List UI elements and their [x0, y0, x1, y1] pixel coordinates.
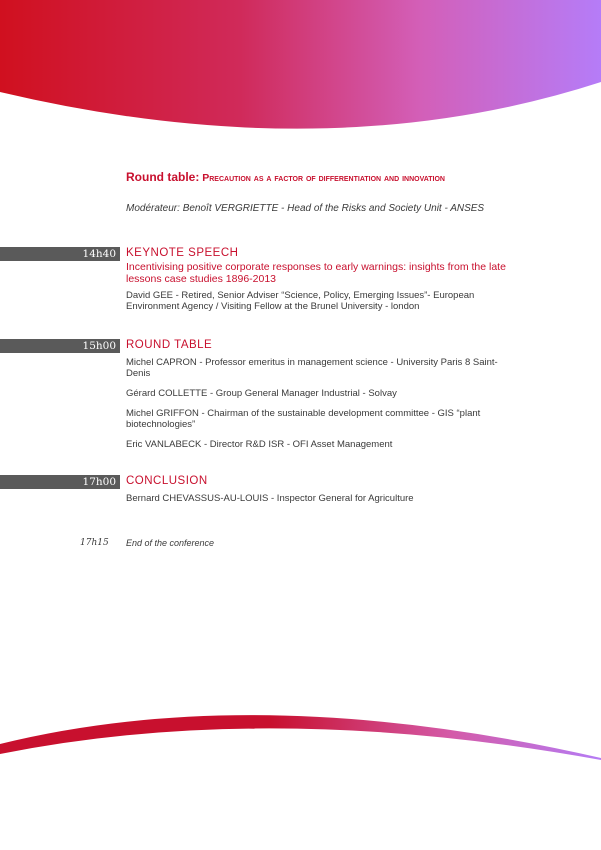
moderator-line: Modérateur: Benoît VERGRIETTE - Head of the Risks and Society Unit - ANSES [126, 203, 485, 214]
round-table-speaker: Michel GRIFFON - Chairman of the sustainable development committee - GIS “plant biotechnologies” [126, 408, 481, 430]
round-table-speaker: Michel CAPRON - Professor emeritus in management science - University Paris 8 Saint-Denis [126, 357, 498, 379]
conclusion-heading: CONCLUSION [126, 475, 208, 487]
keynote-heading: KEYNOTE SPEECH [126, 247, 239, 259]
keynote-subtitle: Incentivising positive corporate responses to early warnings: insights from the late lessons case studies 1896-2013 [126, 261, 506, 285]
round-table-heading: ROUND TABLE [126, 339, 213, 351]
time-marker-conclusion: 17h00 [0, 475, 120, 489]
agenda-item-keynote [126, 247, 506, 312]
session-title [126, 172, 526, 184]
footer-gradient-swoosh [0, 700, 601, 770]
end-time: 17h15 [80, 538, 109, 548]
conclusion-speaker: Bernard CHEVASSUS-AU-LOUIS - Inspector General for Agriculture [126, 493, 414, 504]
round-table-speaker: Gérard COLLETTE - Group General Manager Industrial - Solvay [126, 388, 397, 399]
session-title-rest: Precaution as a factor of differentiation and innovation [202, 172, 445, 184]
round-table-speaker: Eric VANLABECK - Director R&D ISR - OFI Asset Management [126, 439, 393, 450]
agenda-item-conclusion [126, 475, 506, 504]
time-marker-round-table: 15h00 [0, 339, 120, 353]
keynote-speaker: David GEE - Retired, Senior Adviser “Science, Policy, Emerging Issues”- European Environment Agency / Visiting Fellow at the Brunel University - london [126, 290, 475, 312]
session-title-lead: Round table: [126, 170, 200, 184]
time-marker-keynote: 14h40 [0, 247, 120, 261]
end-label: End of the conference [126, 538, 215, 548]
header-gradient-wave [0, 0, 601, 135]
agenda-item-round-table [126, 339, 506, 450]
